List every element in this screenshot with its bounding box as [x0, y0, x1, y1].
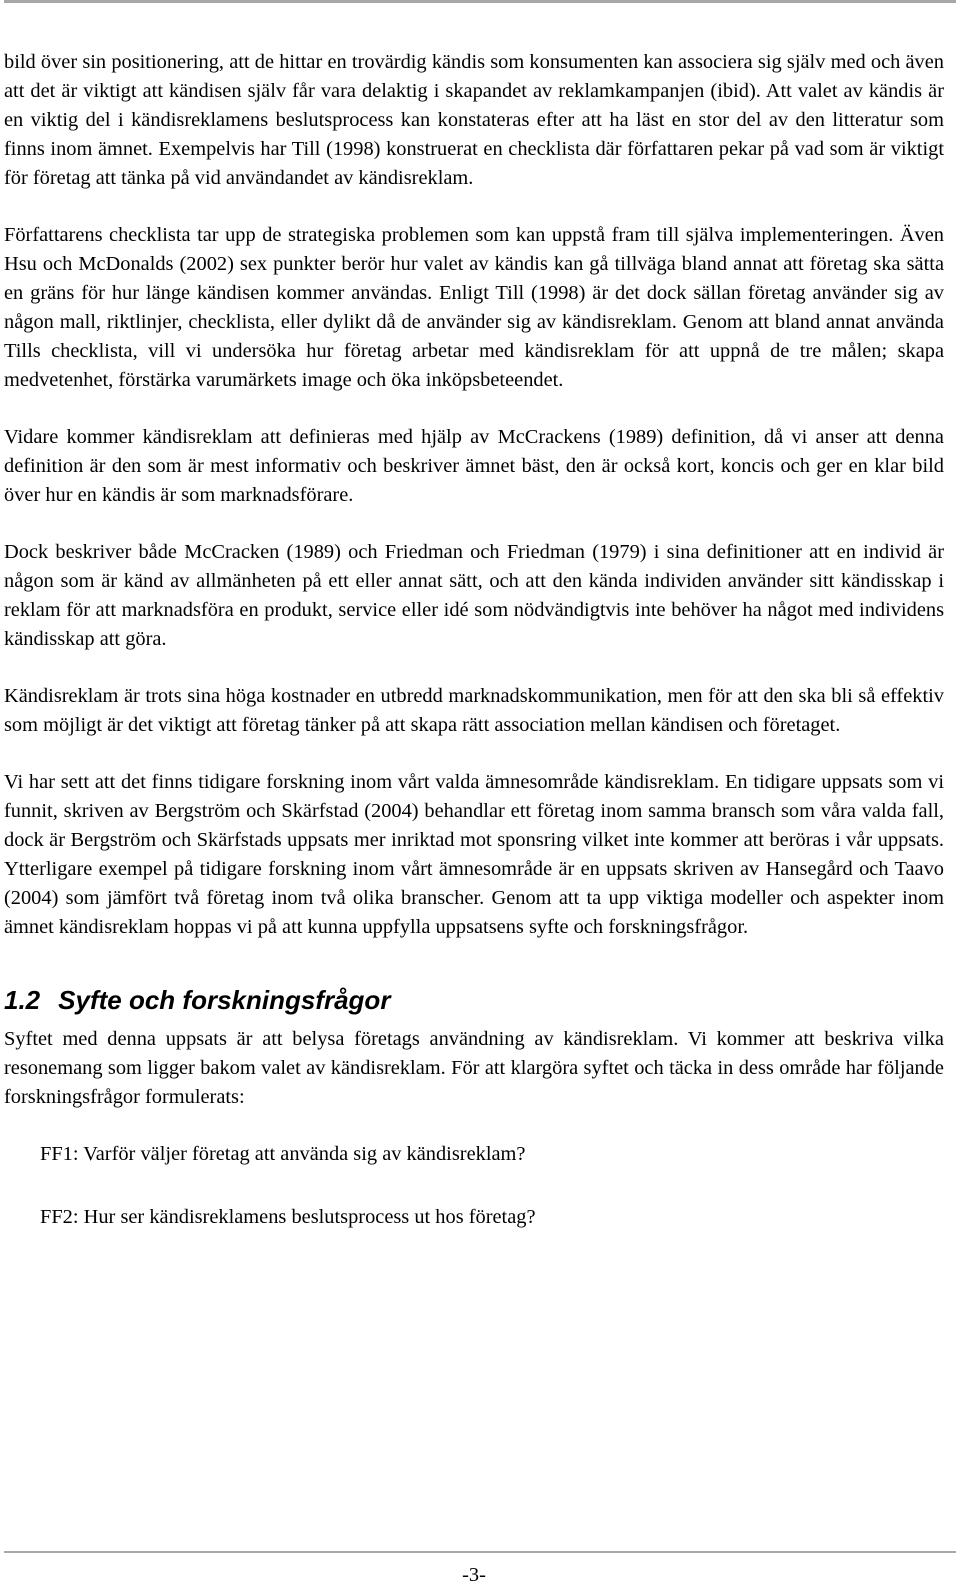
body-paragraph: Dock beskriver både McCracken (1989) och Friedman och Friedman (1979) i sina definitioner att en individ är någon som är känd av allmänheten på ett eller annat sätt, och att den kända individen använder sitt kändisskap i reklam för att marknadsföra en produkt, service eller idé som nödvändigtvis inte behöver ha något med individens kändisskap att göra.	[4, 541, 944, 650]
research-question: FF2: Hur ser kändisreklamens beslutsprocess ut hos företag?	[40, 1206, 536, 1228]
research-question: FF1: Varför väljer företag att använda sig av kändisreklam?	[40, 1143, 526, 1165]
section-title: Syfte och forskningsfrågor	[58, 985, 391, 1015]
section-number: 1.2	[4, 985, 41, 1015]
page-number: -3-	[462, 1564, 486, 1586]
body-paragraph: Vidare kommer kändisreklam att definieras med hjälp av McCrackens (1989) definition, då vi anser att denna definition är den som är mest informativ och beskriver ämnet bäst, den är också kort, koncis och ger en klar bild över hur en kändis är som marknadsförare.	[4, 426, 944, 506]
body-paragraph: bild över sin positionering, att de hittar en trovärdig kändis som konsumenten kan associera sig själv med och även att det är viktigt att kändisen själv får vara delaktig i skapandet av reklamkampanjen (ibid). Att valet av kändis är en viktig del i kändisreklamens beslutsprocess kan konstateras efter att ha läst en stor del av den litteratur som finns inom ämnet. Exempelvis har Till (1998) konstruerat en checklista där författaren pekar på vad som är viktigt för företag att tänka på vid användandet av kändisreklam.	[4, 51, 944, 189]
section-heading	[4, 984, 944, 1016]
body-paragraph: Författarens checklista tar upp de strategiska problemen som kan uppstå fram till själva implementeringen. Även Hsu och McDonalds (2002) sex punkter berör hur valet av kändis kan gå tillväga bland annat att företag ska sätta en gräns för hur länge kändisen kommer användas. Enligt Till (1998) är det dock sällan företag använder sig av någon mall, riktlinjer, checklista, eller dylikt då de använder sig av kändisreklam. Genom att bland annat använda Tills checklista, vill vi undersöka hur företag arbetar med kändisreklam för att uppnå de tre målen; skapa medvetenhet, förstärka varumärkets image och öka inköpsbeteendet.	[4, 224, 944, 391]
body-paragraph: Vi har sett att det finns tidigare forskning inom vårt valda ämnesområde kändisreklam. En tidigare uppsats som vi funnit, skriven av Bergström och Skärfstad (2004) behandlar ett företag inom samma bransch som våra valda fall, dock är Bergström och Skärfstads uppsats mer inriktad mot sponsring vilket inte kommer att beröras i vår uppsats. Ytterligare exempel på tidigare forskning inom vårt ämnesområde är en uppsats skriven av Hansegård och Taavo (2004) som jämfört två företag inom två olika branscher. Genom att ta upp viktiga modeller och aspekter inom ämnet kändisreklam hoppas vi på att kunna uppfylla uppsatsens syfte och forskningsfrågor.	[4, 771, 944, 938]
page-body	[4, 48, 944, 1266]
header-rule	[4, 0, 956, 3]
section-intro-paragraph: Syftet med denna uppsats är att belysa företags användning av kändisreklam. Vi kommer att beskriva vilka resonemang som ligger bakom valet av kändisreklam. För att klargöra syftet och täcka in dess område har följande forskningsfrågor formulerats:	[4, 1028, 944, 1108]
footer-rule	[4, 1551, 956, 1553]
body-paragraph: Kändisreklam är trots sina höga kostnader en utbredd marknadskommunikation, men för att den ska bli så effektiv som möjligt är det viktigt att företag tänker på att skapa rätt association mellan kändisen och företaget.	[4, 685, 944, 736]
